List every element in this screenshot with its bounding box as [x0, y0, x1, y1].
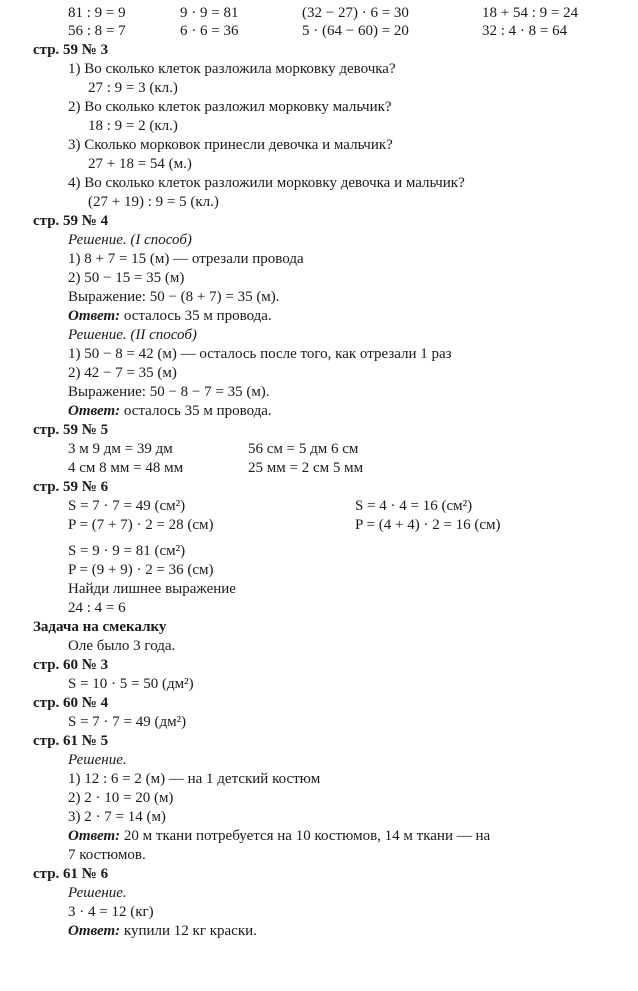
equation: 9 · 9 = 81 [180, 5, 239, 21]
solution-line: 2) 42 − 7 = 35 (м) [68, 365, 177, 381]
section-heading: стр. 59 № 5 [33, 422, 109, 438]
section-heading: Задача на смекалку [33, 619, 167, 635]
answer-line-continued: 7 костюмов. [68, 847, 146, 863]
formula-line: S = 7 · 7 = 49 (см²) [68, 498, 186, 514]
solution-line: 27 : 9 = 3 (кл.) [88, 80, 178, 96]
answer-label: Ответ: [68, 308, 121, 324]
conversion: 4 см 8 мм = 48 мм [68, 460, 184, 476]
question-line: 2) Во сколько клеток разложил морковку мальчик? [68, 99, 392, 115]
equation: 32 : 4 · 8 = 64 [482, 23, 568, 39]
equation: 56 : 8 = 7 [68, 23, 126, 39]
question-line: 1) Во сколько клеток разложила морковку девочка? [68, 61, 396, 77]
answer-line [68, 922, 257, 940]
section-heading: стр. 60 № 4 [33, 695, 109, 711]
section-heading: стр. 61 № 5 [33, 733, 109, 749]
question-line: 4) Во сколько клеток разложили морковку девочка и мальчик? [68, 175, 465, 191]
solution-line: 27 + 18 = 54 (м.) [88, 156, 192, 172]
answer-line [68, 307, 272, 325]
expression-line: Выражение: 50 − 8 − 7 = 35 (м). [68, 384, 270, 400]
formula-line: S = 9 · 9 = 81 (см²) [68, 543, 186, 559]
solution-title: Решение. [68, 752, 127, 768]
formula-line: P = (4 + 4) · 2 = 16 (см) [355, 517, 501, 533]
section-heading: стр. 60 № 3 [33, 657, 109, 673]
formula-line: S = 7 · 7 = 49 (дм²) [68, 714, 187, 730]
conversion: 3 м 9 дм = 39 дм [68, 441, 173, 457]
expression-line: 24 : 4 = 6 [68, 600, 126, 616]
solution-line: 3) 2 · 7 = 14 (м) [68, 809, 166, 825]
conversion: 25 мм = 2 см 5 мм [248, 460, 364, 476]
expression-line: Выражение: 50 − (8 + 7) = 35 (м). [68, 289, 280, 305]
solution-line: (27 + 19) : 9 = 5 (кл.) [88, 194, 219, 210]
solution-line: 3 · 4 = 12 (кг) [68, 904, 154, 920]
conversion: 56 см = 5 дм 6 см [248, 441, 359, 457]
formula-line: S = 4 · 4 = 16 (см²) [355, 498, 473, 514]
answer-text: осталось 35 м провода. [120, 403, 272, 419]
solution-line: 2) 2 · 10 = 20 (м) [68, 790, 174, 806]
formula-line: P = (7 + 7) · 2 = 28 (см) [68, 517, 214, 533]
solution-line: 18 : 9 = 2 (кл.) [88, 118, 178, 134]
answer-text: купили 12 кг краски. [120, 923, 257, 939]
answer-line: Оле было 3 года. [68, 638, 176, 654]
question-line: 3) Сколько морковок принесли девочка и мальчик? [68, 137, 393, 153]
answer-label: Ответ: [68, 403, 121, 419]
equation: 5 · (64 − 60) = 20 [302, 23, 409, 39]
formula-line: S = 10 · 5 = 50 (дм²) [68, 676, 194, 692]
solution-line: 1) 8 + 7 = 15 (м) — отрезали провода [68, 251, 304, 267]
formula-line: P = (9 + 9) · 2 = 36 (см) [68, 562, 214, 578]
task-line: Найди лишнее выражение [68, 581, 236, 597]
equation: (32 − 27) · 6 = 30 [302, 5, 409, 21]
equation: 81 : 9 = 9 [68, 5, 126, 21]
answer-line [68, 827, 490, 845]
section-heading: стр. 59 № 3 [33, 42, 109, 58]
equation: 6 · 6 = 36 [180, 23, 239, 39]
solution-title: Решение. (I способ) [68, 232, 192, 248]
solution-line: 1) 12 : 6 = 2 (м) — на 1 детский костюм [68, 771, 321, 787]
answer-label: Ответ: [68, 923, 121, 939]
answer-text: осталось 35 м провода. [120, 308, 272, 324]
section-heading: стр. 61 № 6 [33, 866, 109, 882]
section-heading: стр. 59 № 4 [33, 213, 109, 229]
solution-line: 1) 50 − 8 = 42 (м) — осталось после того, как отрезали 1 раз [68, 346, 452, 362]
answer-label: Ответ: [68, 828, 121, 844]
solution-title: Решение. [68, 885, 127, 901]
answer-line [68, 402, 272, 420]
solution-line: 2) 50 − 15 = 35 (м) [68, 270, 185, 286]
equation: 18 + 54 : 9 = 24 [482, 5, 579, 21]
solution-title: Решение. (II способ) [68, 327, 197, 343]
answer-text: 20 м ткани потребуется на 10 костюмов, 14 м ткани — на [120, 828, 491, 844]
section-heading: стр. 59 № 6 [33, 479, 109, 495]
